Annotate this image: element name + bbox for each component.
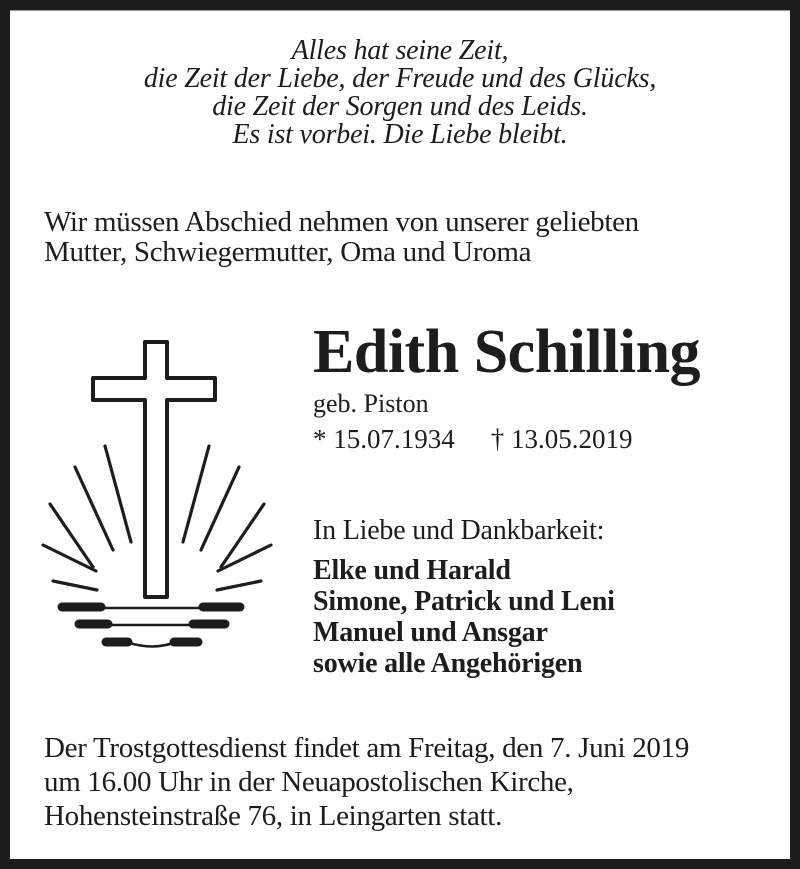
death-date: † 13.05.2019 bbox=[490, 424, 633, 454]
service-line: Hohensteinstraße 76, in Leingarten statt. bbox=[44, 800, 503, 832]
mourners-heading: In Liebe und Dankbarkeit: bbox=[313, 515, 605, 546]
notice-content-area bbox=[10, 10, 790, 859]
mourner-line: Simone, Patrick und Leni bbox=[313, 586, 615, 617]
life-dates bbox=[313, 424, 700, 454]
intro-line: Wir müssen Abschied nehmen von unserer geliebten bbox=[44, 206, 639, 238]
mourner-line: sowie alle Angehörigen bbox=[313, 648, 583, 679]
poem-line: Alles hat seine Zeit, bbox=[291, 35, 509, 66]
service-line: um 16.00 Uhr in der Neuapostolischen Kirche, bbox=[44, 766, 574, 798]
cross-rays-illustration bbox=[40, 329, 300, 669]
service-details bbox=[44, 731, 689, 833]
deceased-block bbox=[313, 319, 700, 454]
birth-name: geb. Piston bbox=[313, 389, 429, 418]
service-line: Der Trostgottesdienst findet am Freitag, den 7. Juni 2019 bbox=[44, 732, 690, 764]
mourner-line: Manuel und Ansgar bbox=[313, 617, 548, 648]
poem-line: Es ist vorbei. Die Liebe bleibt. bbox=[232, 119, 568, 150]
poem-line: die Zeit der Sorgen und des Leids. bbox=[212, 91, 588, 122]
mourners-names bbox=[313, 555, 615, 679]
intro-line: Mutter, Schwiegermutter, Oma und Uroma bbox=[44, 236, 532, 268]
deceased-name: Edith Schilling bbox=[313, 318, 701, 386]
birth-date: * 15.07.1934 bbox=[313, 424, 455, 454]
mourners-block bbox=[313, 515, 615, 679]
farewell-intro bbox=[44, 207, 639, 267]
ground-lines bbox=[62, 607, 240, 647]
poem-line: die Zeit der Liebe, der Freude und des Glücks, bbox=[143, 63, 657, 94]
epigraph-poem bbox=[10, 37, 790, 149]
mourner-line: Elke und Harald bbox=[313, 555, 511, 586]
